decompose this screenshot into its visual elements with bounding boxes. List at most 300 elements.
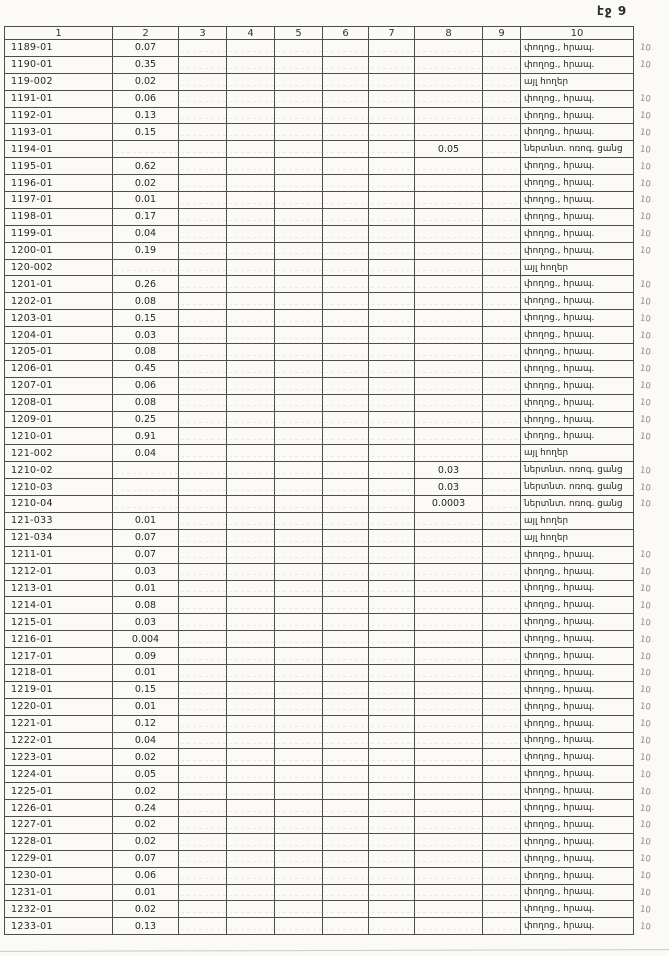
parcel-id-cell: 1225-01 (5, 783, 113, 800)
empty-cell (227, 563, 275, 580)
empty-cell (483, 918, 521, 935)
secondary-area-cell (415, 867, 483, 884)
secondary-area-cell (415, 445, 483, 462)
land-use-cell: փողոց., հրապ. (521, 327, 634, 344)
land-use-cell: այլ հողեր (521, 512, 634, 529)
margin-annotation-cell (634, 208, 668, 225)
area-value-cell: 0.02 (113, 73, 179, 90)
land-use-cell: փողոց., հրապ. (521, 850, 634, 867)
empty-cell (179, 394, 227, 411)
parcel-id-cell: 1195-01 (5, 158, 113, 175)
margin-annotation-cell (634, 394, 668, 411)
area-value-cell: 0.25 (113, 411, 179, 428)
secondary-area-cell (415, 884, 483, 901)
empty-cell (323, 344, 369, 361)
margin-mark: 10 (639, 42, 652, 55)
margin-annotation-cell (634, 124, 668, 141)
empty-cell (369, 715, 415, 732)
empty-cell (369, 377, 415, 394)
empty-cell (323, 546, 369, 563)
empty-cell (179, 158, 227, 175)
empty-cell (179, 614, 227, 631)
table-row (5, 411, 668, 428)
parcel-id-cell: 1191-01 (5, 90, 113, 107)
empty-cell (275, 360, 323, 377)
empty-cell (227, 90, 275, 107)
table-row (5, 141, 668, 158)
parcel-id-cell: 1207-01 (5, 377, 113, 394)
land-use-cell: փողոց., հրապ. (521, 563, 634, 580)
land-use-cell: փողոց., հրապ. (521, 360, 634, 377)
empty-cell (369, 40, 415, 57)
empty-cell (483, 377, 521, 394)
margin-mark: 10 (639, 549, 652, 561)
table-row (5, 631, 668, 648)
area-value-cell (113, 141, 179, 158)
empty-cell (323, 563, 369, 580)
empty-cell (483, 394, 521, 411)
parcel-id-cell: 1218-01 (5, 664, 113, 681)
area-value-cell (113, 496, 179, 513)
empty-cell (483, 124, 521, 141)
margin-annotation-cell (634, 766, 668, 783)
area-value-cell: 0.17 (113, 208, 179, 225)
area-value-cell: 0.02 (113, 783, 179, 800)
margin-annotation-cell (634, 529, 668, 546)
secondary-area-cell (415, 175, 483, 192)
empty-cell (227, 377, 275, 394)
table-row (5, 124, 668, 141)
table-row (5, 918, 668, 935)
secondary-area-cell (415, 732, 483, 749)
empty-cell (323, 327, 369, 344)
parcel-id-cell: 1200-01 (5, 242, 113, 259)
margin-annotation-cell (634, 867, 668, 884)
table-row (5, 259, 668, 276)
parcel-id-cell: 121-034 (5, 529, 113, 546)
land-use-cell: փողոց., հրապ. (521, 884, 634, 901)
secondary-area-cell (415, 344, 483, 361)
empty-cell (483, 614, 521, 631)
area-value-cell: 0.02 (113, 901, 179, 918)
empty-cell (227, 107, 275, 124)
empty-cell (323, 512, 369, 529)
empty-cell (275, 529, 323, 546)
empty-cell (227, 918, 275, 935)
margin-mark: 10 (639, 380, 652, 392)
empty-cell (275, 664, 323, 681)
empty-cell (483, 681, 521, 698)
empty-cell (275, 546, 323, 563)
area-value-cell: 0.02 (113, 749, 179, 766)
empty-cell (179, 918, 227, 935)
margin-annotation-cell (634, 631, 668, 648)
margin-mark: 10 (639, 329, 652, 342)
area-value-cell: 0.004 (113, 631, 179, 648)
empty-cell (275, 208, 323, 225)
empty-cell (227, 529, 275, 546)
land-use-cell: փողոց., հրապ. (521, 715, 634, 732)
empty-cell (275, 445, 323, 462)
empty-cell (369, 124, 415, 141)
empty-cell (227, 56, 275, 73)
secondary-area-cell (415, 664, 483, 681)
table-row (5, 833, 668, 850)
empty-cell (323, 175, 369, 192)
empty-cell (275, 158, 323, 175)
area-value-cell: 0.08 (113, 293, 179, 310)
empty-cell (275, 90, 323, 107)
parcel-id-cell: 1220-01 (5, 698, 113, 715)
secondary-area-cell (415, 90, 483, 107)
margin-annotation-cell (634, 816, 668, 833)
parcel-id-cell: 1212-01 (5, 563, 113, 580)
secondary-area-cell (415, 158, 483, 175)
empty-cell (483, 360, 521, 377)
secondary-area-cell (415, 850, 483, 867)
empty-cell (483, 107, 521, 124)
area-value-cell: 0.06 (113, 377, 179, 394)
table-row (5, 597, 668, 614)
empty-cell (275, 884, 323, 901)
land-use-cell: փողոց., հրապ. (521, 918, 634, 935)
empty-cell (323, 242, 369, 259)
table-row (5, 445, 668, 462)
land-use-cell: փողոց., հրապ. (521, 732, 634, 749)
empty-cell (275, 681, 323, 698)
empty-cell (369, 428, 415, 445)
empty-cell (179, 225, 227, 242)
empty-cell (483, 462, 521, 479)
area-value-cell (113, 462, 179, 479)
empty-cell (483, 56, 521, 73)
empty-cell (275, 800, 323, 817)
empty-cell (483, 850, 521, 867)
empty-cell (179, 175, 227, 192)
margin-mark: 10 (639, 465, 652, 477)
secondary-area-cell (415, 749, 483, 766)
empty-cell (179, 884, 227, 901)
empty-cell (483, 664, 521, 681)
empty-cell (369, 344, 415, 361)
empty-cell (275, 377, 323, 394)
empty-cell (179, 242, 227, 259)
parcel-id-cell: 1221-01 (5, 715, 113, 732)
secondary-area-cell (415, 411, 483, 428)
parcel-id-cell: 1201-01 (5, 276, 113, 293)
area-value-cell: 0.06 (113, 90, 179, 107)
land-use-cell: փողոց., հրապ. (521, 175, 634, 192)
parcel-id-cell: 1189-01 (5, 40, 113, 57)
table-row (5, 884, 668, 901)
parcel-id-cell: 1210-04 (5, 496, 113, 513)
empty-cell (369, 158, 415, 175)
margin-mark: 10 (639, 110, 652, 122)
land-use-cell: փողոց., հրապ. (521, 394, 634, 411)
empty-cell (369, 479, 415, 496)
empty-cell (369, 867, 415, 884)
margin-annotation-cell (634, 563, 668, 580)
table-row (5, 327, 668, 344)
empty-cell (179, 496, 227, 513)
parcel-id-cell: 1222-01 (5, 732, 113, 749)
margin-annotation-cell (634, 141, 668, 158)
empty-cell (227, 833, 275, 850)
land-use-cell: փողոց., հրապ. (521, 766, 634, 783)
area-value-cell: 0.08 (113, 344, 179, 361)
page-number-label: էջ 9 (597, 4, 628, 18)
empty-cell (227, 192, 275, 209)
empty-cell (369, 580, 415, 597)
land-use-cell: փողոց., հրապ. (521, 192, 634, 209)
empty-cell (323, 884, 369, 901)
parcel-id-cell: 1210-03 (5, 479, 113, 496)
margin-mark: 10 (639, 836, 652, 848)
empty-cell (179, 867, 227, 884)
empty-cell (483, 597, 521, 614)
table-row (5, 664, 668, 681)
margin-annotation-cell (634, 850, 668, 867)
area-value-cell: 0.06 (113, 867, 179, 884)
secondary-area-cell: 0.03 (415, 479, 483, 496)
empty-cell (483, 580, 521, 597)
empty-cell (323, 850, 369, 867)
empty-cell (323, 698, 369, 715)
secondary-area-cell (415, 715, 483, 732)
empty-cell (275, 698, 323, 715)
area-value-cell: 0.03 (113, 327, 179, 344)
secondary-area-cell (415, 580, 483, 597)
margin-mark: 10 (639, 802, 652, 815)
empty-cell (179, 56, 227, 73)
empty-cell (227, 411, 275, 428)
secondary-area-cell (415, 310, 483, 327)
table-row (5, 225, 668, 242)
margin-annotation-cell (634, 175, 668, 192)
empty-cell (323, 411, 369, 428)
secondary-area-cell (415, 56, 483, 73)
empty-cell (275, 242, 323, 259)
parcel-id-cell: 1226-01 (5, 800, 113, 817)
empty-cell (179, 715, 227, 732)
empty-cell (323, 496, 369, 513)
area-value-cell: 0.03 (113, 614, 179, 631)
area-value-cell: 0.01 (113, 580, 179, 597)
secondary-area-cell (415, 766, 483, 783)
land-use-cell: այլ հողեր (521, 445, 634, 462)
margin-mark: 10 (639, 481, 652, 494)
table-row (5, 293, 668, 310)
empty-cell (323, 732, 369, 749)
empty-cell (275, 563, 323, 580)
margin-annotation-cell (634, 377, 668, 394)
empty-cell (179, 563, 227, 580)
empty-cell (179, 546, 227, 563)
area-value-cell: 0.01 (113, 512, 179, 529)
empty-cell (483, 800, 521, 817)
empty-cell (483, 833, 521, 850)
empty-cell (275, 648, 323, 665)
parcel-id-cell: 1231-01 (5, 884, 113, 901)
empty-cell (483, 208, 521, 225)
margin-annotation-cell (634, 496, 668, 513)
empty-cell (369, 141, 415, 158)
land-use-cell: փողոց., հրապ. (521, 901, 634, 918)
parcel-id-cell: 1194-01 (5, 141, 113, 158)
margin-annotation-cell (634, 681, 668, 698)
empty-cell (323, 158, 369, 175)
parcel-id-cell: 121-033 (5, 512, 113, 529)
empty-cell (483, 749, 521, 766)
land-use-cell: փողոց., հրապ. (521, 833, 634, 850)
margin-mark: 10 (639, 769, 652, 781)
empty-cell (369, 833, 415, 850)
margin-mark: 10 (639, 735, 652, 747)
empty-cell (323, 377, 369, 394)
empty-cell (179, 816, 227, 833)
empty-cell (483, 648, 521, 665)
parcel-id-cell: 1210-02 (5, 462, 113, 479)
empty-cell (179, 800, 227, 817)
empty-cell (483, 73, 521, 90)
empty-cell (483, 698, 521, 715)
empty-cell (369, 681, 415, 698)
area-value-cell: 0.01 (113, 698, 179, 715)
empty-cell (369, 918, 415, 935)
empty-cell (275, 259, 323, 276)
empty-cell (179, 360, 227, 377)
empty-cell (227, 597, 275, 614)
land-use-cell: փողոց., հրապ. (521, 867, 634, 884)
empty-cell (369, 850, 415, 867)
table-row (5, 276, 668, 293)
empty-cell (227, 158, 275, 175)
empty-cell (275, 783, 323, 800)
empty-cell (179, 529, 227, 546)
empty-cell (369, 783, 415, 800)
empty-cell (483, 141, 521, 158)
column-header-7: 7 (369, 27, 415, 40)
margin-mark: 10 (639, 161, 652, 173)
land-use-cell: փողոց., հրապ. (521, 56, 634, 73)
empty-cell (369, 614, 415, 631)
margin-mark: 10 (639, 600, 652, 612)
empty-cell (323, 445, 369, 462)
empty-cell (179, 681, 227, 698)
empty-cell (483, 732, 521, 749)
empty-cell (323, 597, 369, 614)
table-row (5, 394, 668, 411)
empty-cell (323, 360, 369, 377)
margin-annotation-cell (634, 715, 668, 732)
empty-cell (323, 749, 369, 766)
secondary-area-cell: 0.0003 (415, 496, 483, 513)
empty-cell (179, 124, 227, 141)
secondary-area-cell (415, 242, 483, 259)
land-use-cell: փողոց., հրապ. (521, 749, 634, 766)
margin-annotation-cell (634, 73, 668, 90)
area-value-cell: 0.12 (113, 715, 179, 732)
parcel-id-cell: 1209-01 (5, 411, 113, 428)
empty-cell (369, 242, 415, 259)
margin-mark: 10 (639, 228, 652, 240)
empty-cell (179, 411, 227, 428)
empty-cell (369, 192, 415, 209)
parcel-id-cell: 1205-01 (5, 344, 113, 361)
empty-cell (369, 664, 415, 681)
empty-cell (227, 327, 275, 344)
area-value-cell: 0.04 (113, 225, 179, 242)
empty-cell (369, 462, 415, 479)
empty-cell (227, 175, 275, 192)
empty-cell (483, 512, 521, 529)
empty-cell (227, 310, 275, 327)
parcel-id-cell: 1217-01 (5, 648, 113, 665)
table-row (5, 698, 668, 715)
empty-cell (323, 800, 369, 817)
margin-mark: 10 (639, 245, 652, 257)
secondary-area-cell (415, 377, 483, 394)
empty-cell (483, 242, 521, 259)
table-row (5, 681, 668, 698)
margin-mark: 10 (639, 786, 652, 798)
secondary-area-cell (415, 800, 483, 817)
margin-mark: 10 (639, 667, 652, 680)
empty-cell (275, 749, 323, 766)
margin-annotation-cell (634, 884, 668, 901)
column-header-6: 6 (323, 27, 369, 40)
empty-cell (179, 293, 227, 310)
empty-cell (227, 225, 275, 242)
table-row (5, 73, 668, 90)
area-value-cell (113, 259, 179, 276)
table-row (5, 563, 668, 580)
empty-cell (179, 749, 227, 766)
secondary-area-cell (415, 73, 483, 90)
table-row (5, 749, 668, 766)
empty-cell (179, 107, 227, 124)
empty-cell (227, 394, 275, 411)
empty-cell (323, 56, 369, 73)
empty-cell (179, 648, 227, 665)
empty-cell (179, 428, 227, 445)
column-header-8: 8 (415, 27, 483, 40)
empty-cell (323, 208, 369, 225)
empty-cell (369, 56, 415, 73)
margin-annotation-cell (634, 158, 668, 175)
empty-cell (275, 124, 323, 141)
empty-cell (227, 40, 275, 57)
land-use-cell: փողոց., հրապ. (521, 816, 634, 833)
empty-cell (369, 293, 415, 310)
empty-cell (275, 56, 323, 73)
margin-annotation-cell (634, 901, 668, 918)
empty-cell (483, 715, 521, 732)
secondary-area-cell (415, 614, 483, 631)
land-use-cell: փողոց., հրապ. (521, 276, 634, 293)
empty-cell (483, 445, 521, 462)
area-value-cell: 0.26 (113, 276, 179, 293)
empty-cell (227, 901, 275, 918)
margin-mark: 10 (639, 59, 652, 71)
empty-cell (483, 90, 521, 107)
empty-cell (483, 631, 521, 648)
area-value-cell: 0.62 (113, 158, 179, 175)
table-row (5, 175, 668, 192)
empty-cell (179, 766, 227, 783)
margin-mark: 10 (639, 279, 652, 291)
table-row (5, 816, 668, 833)
